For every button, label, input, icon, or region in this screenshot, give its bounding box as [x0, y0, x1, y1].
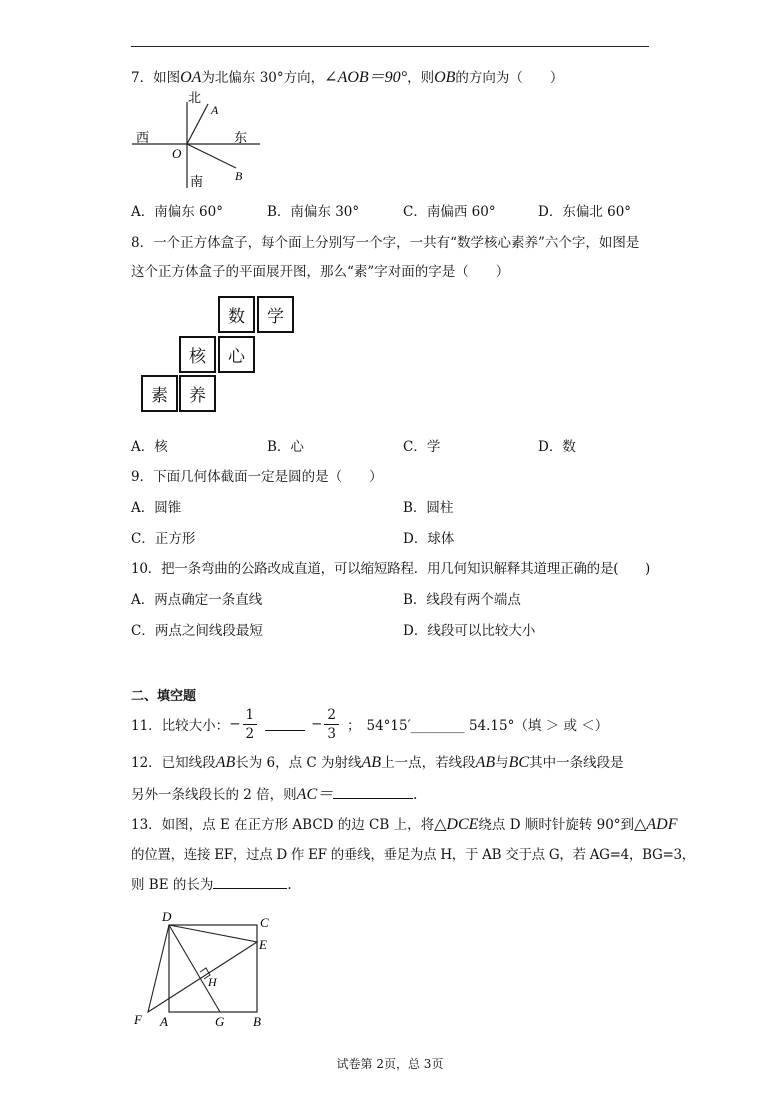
option-text: 圆锥	[154, 500, 182, 516]
q7-ob: OB	[434, 69, 456, 86]
q7-option-b[interactable]	[267, 200, 359, 220]
q8-option-d[interactable]	[538, 435, 576, 455]
q12-line2	[131, 781, 417, 804]
q7-text-c: ，则	[407, 70, 435, 86]
q7-label-o: O	[172, 146, 182, 161]
q11-answer-blank-1[interactable]	[265, 718, 305, 731]
q11-fraction-1	[243, 706, 258, 743]
q11-separator: ；	[347, 718, 361, 734]
q9-option-a[interactable]	[131, 496, 181, 516]
option-text: 两点确定一条直线	[154, 592, 263, 608]
q7-text-d: 的方向为（ ）	[455, 70, 564, 86]
q7-text: 7．如图	[131, 70, 181, 86]
q11-minus-sign: −	[311, 716, 323, 732]
q12-ac: AC＝	[296, 786, 334, 803]
q8-option-c[interactable]	[403, 435, 440, 455]
q11-lead: 11．比较大小：	[131, 718, 230, 734]
q7-ray-ob	[187, 144, 236, 168]
q7-option-c[interactable]	[403, 200, 496, 220]
net-cell-su: 素	[141, 375, 178, 412]
q12-text: 12．已知线段	[131, 755, 216, 771]
option-letter: B．	[403, 500, 427, 516]
option-text: 数	[562, 439, 576, 455]
q13-line2: 的位置，连接 EF，过点 D 作 EF 的垂线，垂足为点 H，于 AB 交于点 G，若 AG=4，BG=3，	[131, 847, 695, 863]
q12-text: 与	[495, 755, 509, 771]
q7-label-north: 北	[188, 91, 202, 106]
line-dg	[169, 925, 220, 1012]
q9-option-d[interactable]	[403, 527, 454, 547]
q12-text: 上一点，若线段	[381, 755, 476, 771]
q7-text-b: 为北偏东 30°方向，	[201, 70, 325, 86]
option-text: 南偏西 60°	[426, 204, 496, 220]
option-letter: C．	[403, 439, 427, 455]
fraction-denominator: 3	[327, 725, 336, 742]
header-rule	[131, 46, 649, 47]
q13-triangle-adf: △ADF	[634, 816, 678, 833]
page-footer: 试卷第 2页，总 3页	[336, 1057, 444, 1071]
q12-ab: AB	[215, 754, 236, 771]
q7-oa: OA	[180, 69, 202, 86]
q9-stem: 9．下面几何体截面一定是圆的是（ ）	[131, 469, 383, 485]
q13-text: 则 BE 的长为	[131, 877, 214, 893]
q7-label-a: A	[211, 103, 219, 117]
q10-option-d[interactable]	[403, 619, 535, 639]
option-letter: A．	[131, 500, 155, 516]
q13-period: .	[287, 877, 292, 893]
q9-option-c[interactable]	[131, 527, 195, 547]
q12-text: 长为 6，点 C 为射线	[235, 755, 362, 771]
q8-stem-line1: 8．一个正方体盒子，每个面上分别写一个字，一共有“数学核心素养”六个字，如图是	[131, 235, 640, 251]
option-letter: C．	[403, 204, 427, 220]
q9-option-b[interactable]	[403, 496, 453, 516]
q7-label-b: B	[235, 169, 243, 183]
q12-line1	[131, 751, 624, 772]
q8-option-b[interactable]	[267, 435, 304, 455]
q7-label-west: 西	[136, 131, 150, 146]
q13-line1	[131, 813, 677, 834]
option-letter: D．	[403, 531, 428, 547]
option-text: 学	[426, 439, 441, 455]
q10-stem: 10．把一条弯曲的公路改成直道，可以缩短路程．用几何知识解释其道理正确的是( )	[131, 561, 651, 577]
net-cell-shu: 数	[218, 296, 255, 333]
option-letter: C．	[131, 531, 155, 547]
q7-option-d[interactable]	[538, 200, 631, 220]
option-text: 南偏东 60°	[154, 204, 223, 220]
q13-line3	[131, 873, 292, 893]
label-a: A	[160, 1014, 168, 1029]
net-cell-he: 核	[179, 336, 216, 373]
q11-fraction-2	[324, 706, 339, 743]
q11-part2: 54°15′________ 54.15°（填 ＞ 或 ＜）	[366, 718, 609, 734]
q7-stem	[131, 64, 563, 87]
option-letter: B．	[267, 439, 291, 455]
option-letter: B．	[267, 204, 291, 220]
option-letter: A．	[131, 592, 155, 608]
option-letter: B．	[403, 592, 427, 608]
q12-text: 其中一条线段是	[529, 755, 624, 771]
label-c: C	[260, 915, 269, 930]
q13-triangle-dce: △DCE	[434, 816, 479, 833]
option-letter: D．	[538, 204, 563, 220]
q11-stem	[131, 704, 608, 744]
option-letter: D．	[538, 439, 563, 455]
label-f: F	[134, 1012, 142, 1027]
net-cell-yang: 养	[179, 375, 216, 412]
net-cell-xin: 心	[218, 336, 255, 373]
q7-label-east: 东	[234, 131, 248, 146]
label-e: E	[259, 937, 267, 952]
option-text: 正方形	[154, 531, 196, 547]
fraction-numerator: 1	[243, 706, 258, 725]
option-letter: C．	[131, 623, 155, 639]
q13-answer-blank[interactable]	[213, 876, 287, 889]
q13-square-figure	[128, 905, 283, 1033]
section-heading-fill-in: 二、填空题	[131, 689, 197, 704]
label-d: D	[162, 909, 172, 924]
q8-stem-line2: 这个正方体盒子的平面展开图，那么“素”字对面的字是（ ）	[131, 264, 510, 280]
q13-text: 13．如图，点 E 在正方形 ABCD 的边 CB 上，将	[131, 817, 435, 833]
fraction-denominator: 2	[245, 725, 255, 742]
option-text: 线段可以比较大小	[427, 623, 536, 639]
option-letter: A．	[131, 439, 155, 455]
q10-option-b[interactable]	[403, 588, 521, 608]
label-h: H	[208, 975, 217, 989]
lines-df-fe-ed	[148, 925, 257, 1012]
q12-ab: AB	[475, 754, 496, 771]
q12-bc: BC	[508, 754, 530, 771]
option-text: 球体	[427, 531, 455, 547]
q12-ab: AB	[361, 754, 382, 771]
q12-period: .	[413, 787, 418, 803]
label-g: G	[215, 1014, 225, 1029]
q8-option-a[interactable]	[131, 435, 168, 455]
option-text: 圆柱	[426, 500, 454, 516]
label-b: B	[253, 1014, 261, 1029]
q13-text: 绕点 D 顺时针旋转 90°到	[478, 817, 635, 833]
q7-ray-oa	[187, 104, 208, 144]
option-text: 南偏东 30°	[290, 204, 360, 220]
q7-option-a[interactable]	[131, 200, 223, 220]
q7-label-south: 南	[190, 175, 204, 190]
q12-text: 另外一条线段长的 2 倍，则	[131, 787, 297, 803]
option-text: 东偏北 60°	[562, 204, 632, 220]
option-letter: A．	[131, 204, 155, 220]
q7-compass-figure	[128, 88, 268, 192]
square-abcd	[169, 925, 257, 1012]
q10-option-a[interactable]	[131, 588, 262, 608]
option-text: 心	[290, 439, 304, 455]
q10-option-c[interactable]	[131, 619, 263, 639]
option-letter: D．	[403, 623, 428, 639]
net-cell-xue: 学	[257, 296, 294, 333]
option-text: 两点之间线段最短	[154, 623, 263, 639]
q11-minus-sign: −	[229, 716, 241, 732]
option-text: 核	[154, 439, 168, 455]
q12-answer-blank[interactable]	[333, 786, 413, 799]
fraction-numerator: 2	[324, 706, 339, 725]
q7-angle: ∠AOB＝90°	[324, 69, 408, 86]
option-text: 线段有两个端点	[426, 592, 521, 608]
